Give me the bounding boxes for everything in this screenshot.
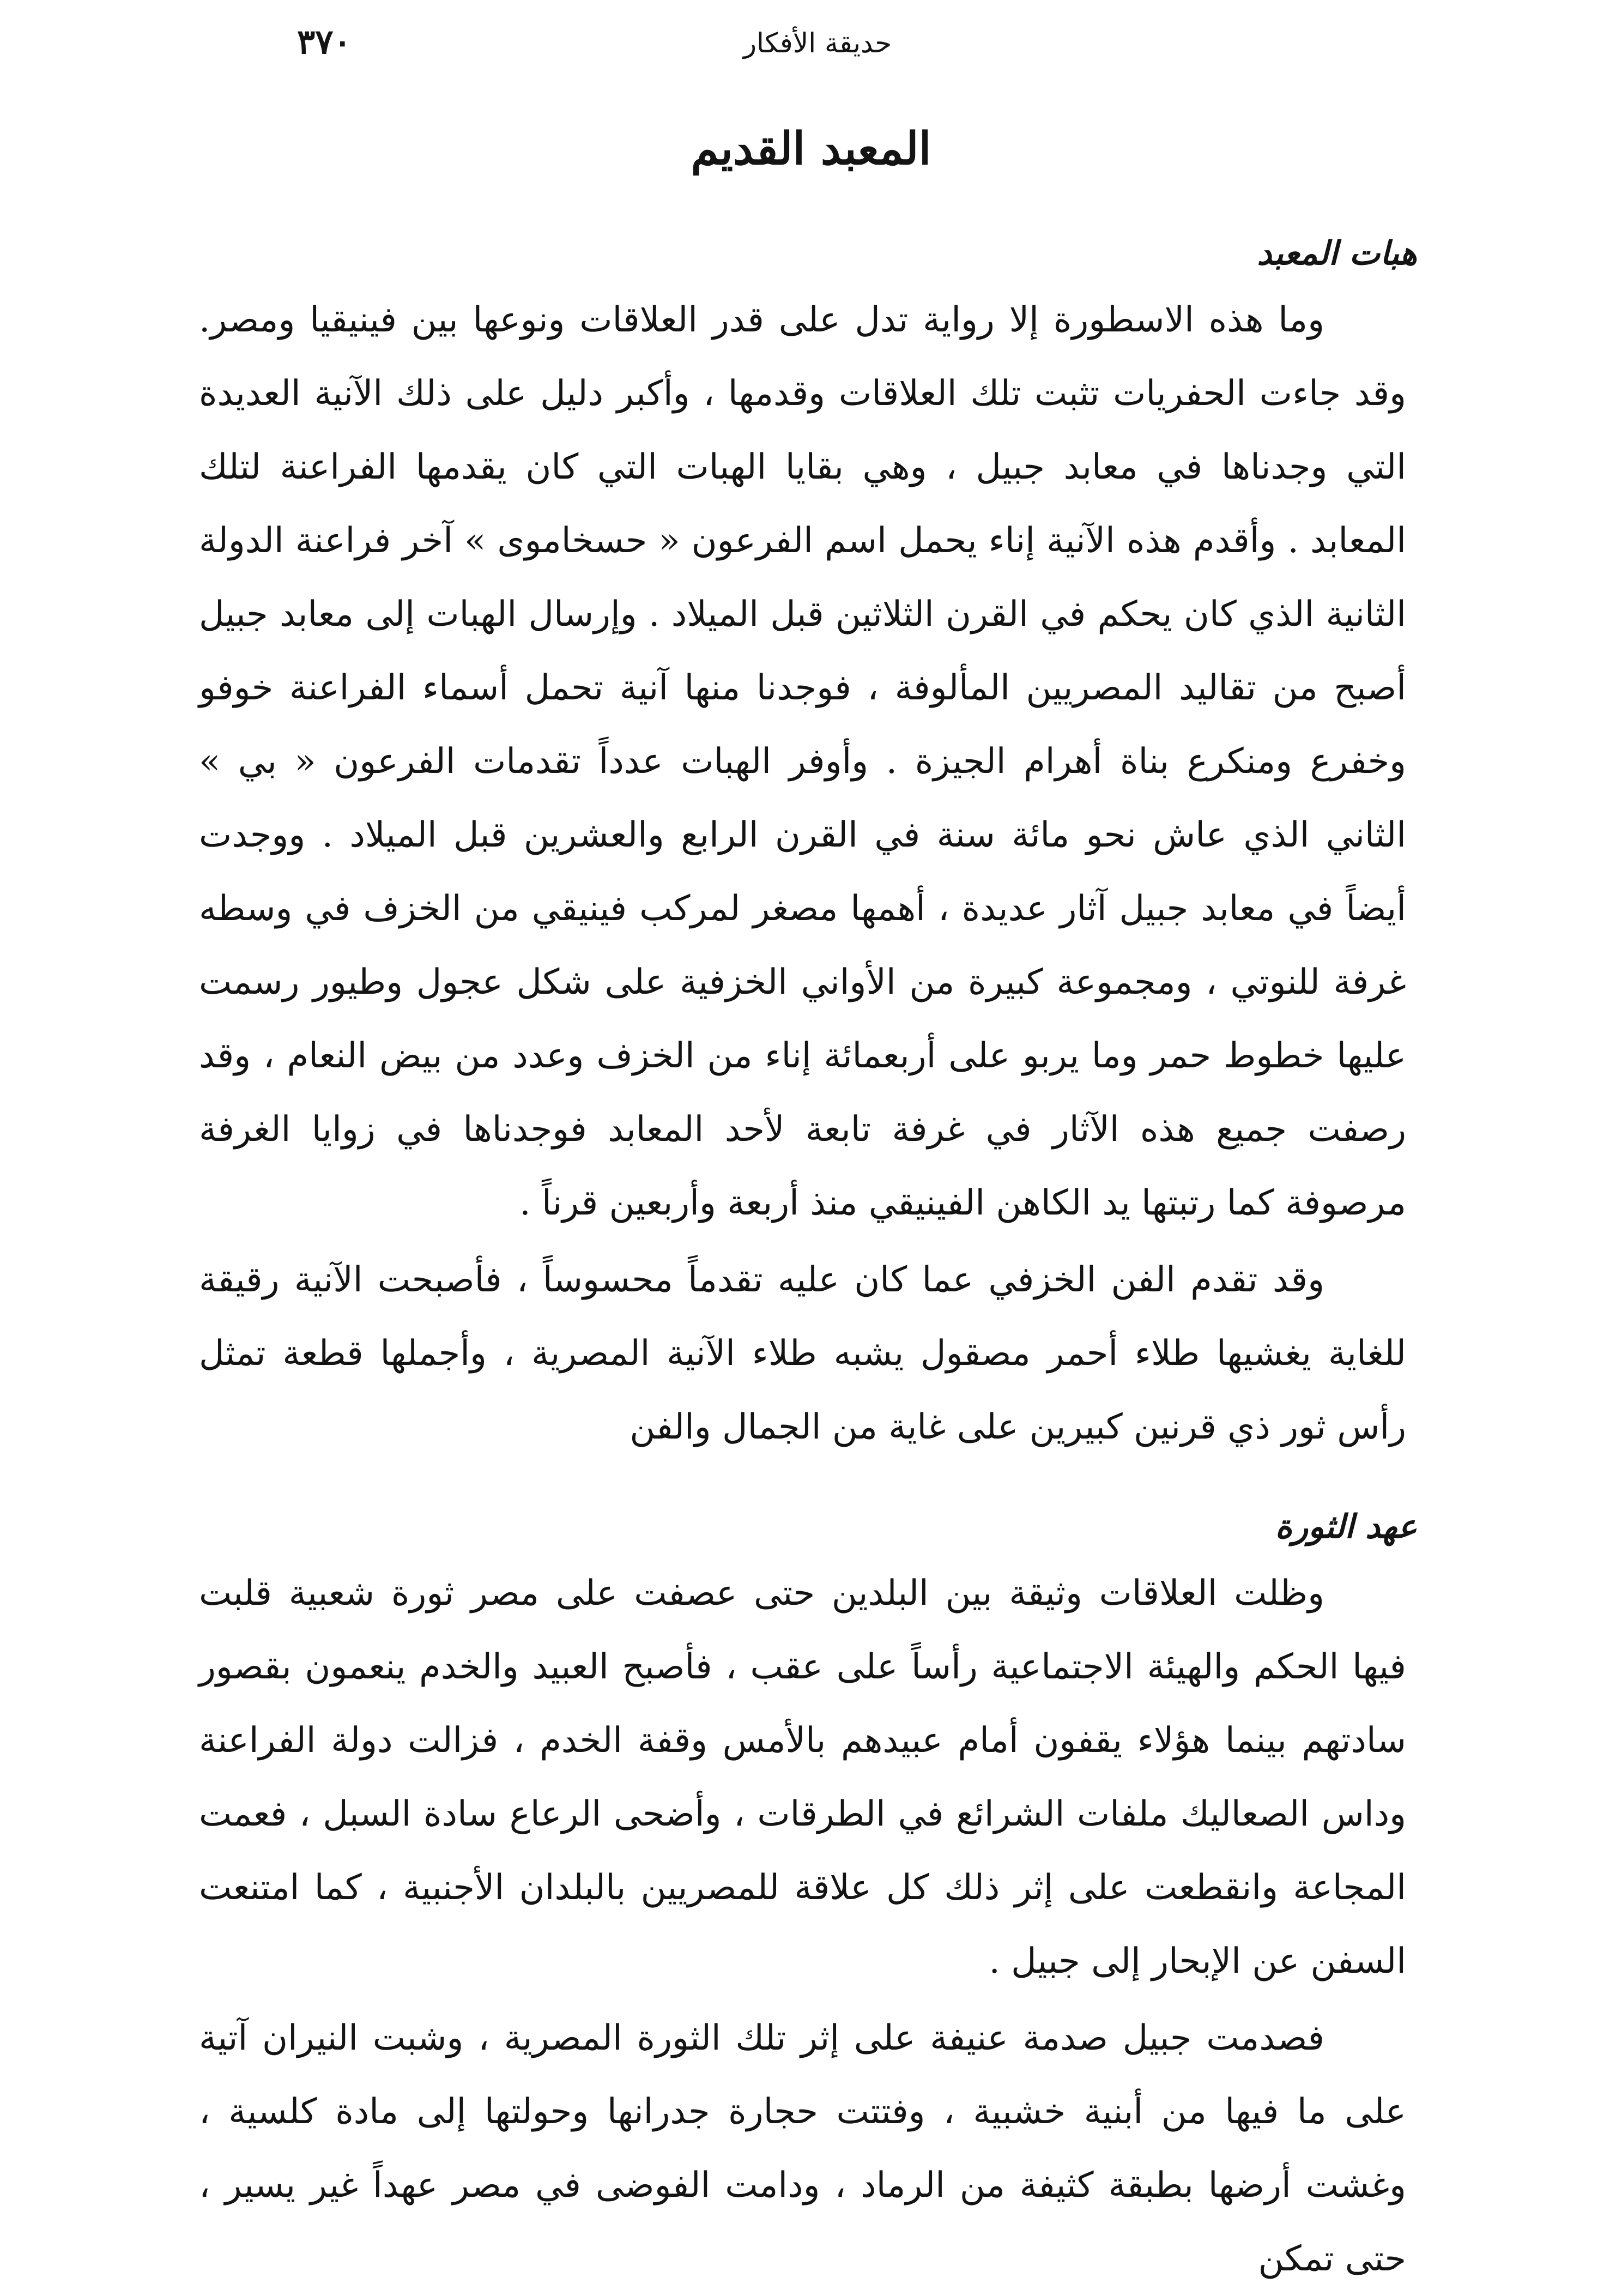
paragraph: فصدمت جبيل صدمة عنيفة على إثر تلك الثورة المصرية ، وشبت النيران آتية على ما فيها من أبنية خشبية ، وفتتت حجارة جدرانها وحولتها إلى مادة كلسية ، وغشت أرضها بطبقة كثيفة من الرماد ، ودامت الفوضى في مصر عهداً غير يسير ، حتى تمكن [199,2018,1406,2279]
chapter-title: المعبد القديم [691,123,931,175]
page-number: ٣٧٠ [297,22,352,62]
section-spacer [199,1464,1406,1497]
book-title: حديقة الأفكار [743,27,892,59]
section-temple-gifts [199,229,1417,1464]
paragraph: وقد تقدم الفن الخزفي عما كان عليه تقدماً محسوساً ، فأصبحت الآنية رقيقة للغاية يغشيها طلاء أحمر مصقول يشبه طلاء الآنية المصرية ، وأجملها قطعة تمثل رأس ثور ذي قرنين كبيرين على غاية من الجمال والفن [199,1260,1406,1447]
running-header [0,22,1622,71]
page-body [199,229,1417,2296]
section-heading: عهد الثورة [1275,1508,1417,1546]
section-revolution-era [199,1502,1417,2296]
paragraph: وظلت العلاقات وثيقة بين البلدين حتى عصفت على مصر ثورة شعبية قلبت فيها الحكم والهيئة الاجتماعية رأساً على عقب ، فأصبح العبيد والخدم ينعمون بقصور سادتهم بينما هؤلاء يقفون أمام عبيدهم بالأمس وقفة الخدم ، فزالت دولة الفراعنة وداس الصعاليك ملفات الشرائع في الطرقات ، وأضحى الرعاع سادة السبل ، فعمت المجاعة وانقطعت على إثر ذلك كل علاقة للمصريين بالبلدان الأجنبية ، كما امتنعت السفن عن الإبحار إلى جبيل . [199,1573,1407,1981]
paragraph: وما هذه الاسطورة إلا رواية تدل على قدر العلاقات ونوعها بين فينيقيا ومصر. وقد جاءت الحفريات تثبت تلك العلاقات وقدمها ، وأكبر دليل على ذلك الآنية العديدة التي وجدناها في معابد جبيل ، وهي بقايا الهبات التي كان يقدمها الفراعنة لتلك المعابد . وأقدم هذه الآنية إناء يحمل اسم الفرعون « حسخاموى » آخر فراعنة الدولة الثانية الذي كان يحكم في القرن الثلاثين قبل الميلاد . وإرسال الهبات إلى معابد جبيل أصبح من تقاليد المصريين المألوفة ، فوجدنا منها آنية تحمل أسماء الفراعنة خوفو وخفرع ومنكرع بناة أهرام الجيزة . وأوفر الهبات عدداً تقدمات الفرعون « بي » الثاني الذي عاش نحو مائة سنة في القرن الرابع والعشرين قبل الميلاد . ووجدت أيضاً في معابد جبيل آثار عديدة ، أهمها مصغر لمركب فينيقي من الخزف في وسطه غرفة للنوتي ، ومجموعة كبيرة من الأواني الخزفية على شكل عجول وطيور رسمت عليها خطوط حمر وما يربو على أربعمائة إناء من الخزف وعدد من بيض النعام ، وقد رصفت جميع هذه الآثار في غرفة تابعة لأحد المعابد فوجدناها في زوايا الغرفة مرصوفة كما رتبتها يد الكاهن الفينيقي منذ أربعة وأربعين قرناً . [199,300,1407,1223]
section-heading: هبات المعبد [1257,234,1417,273]
